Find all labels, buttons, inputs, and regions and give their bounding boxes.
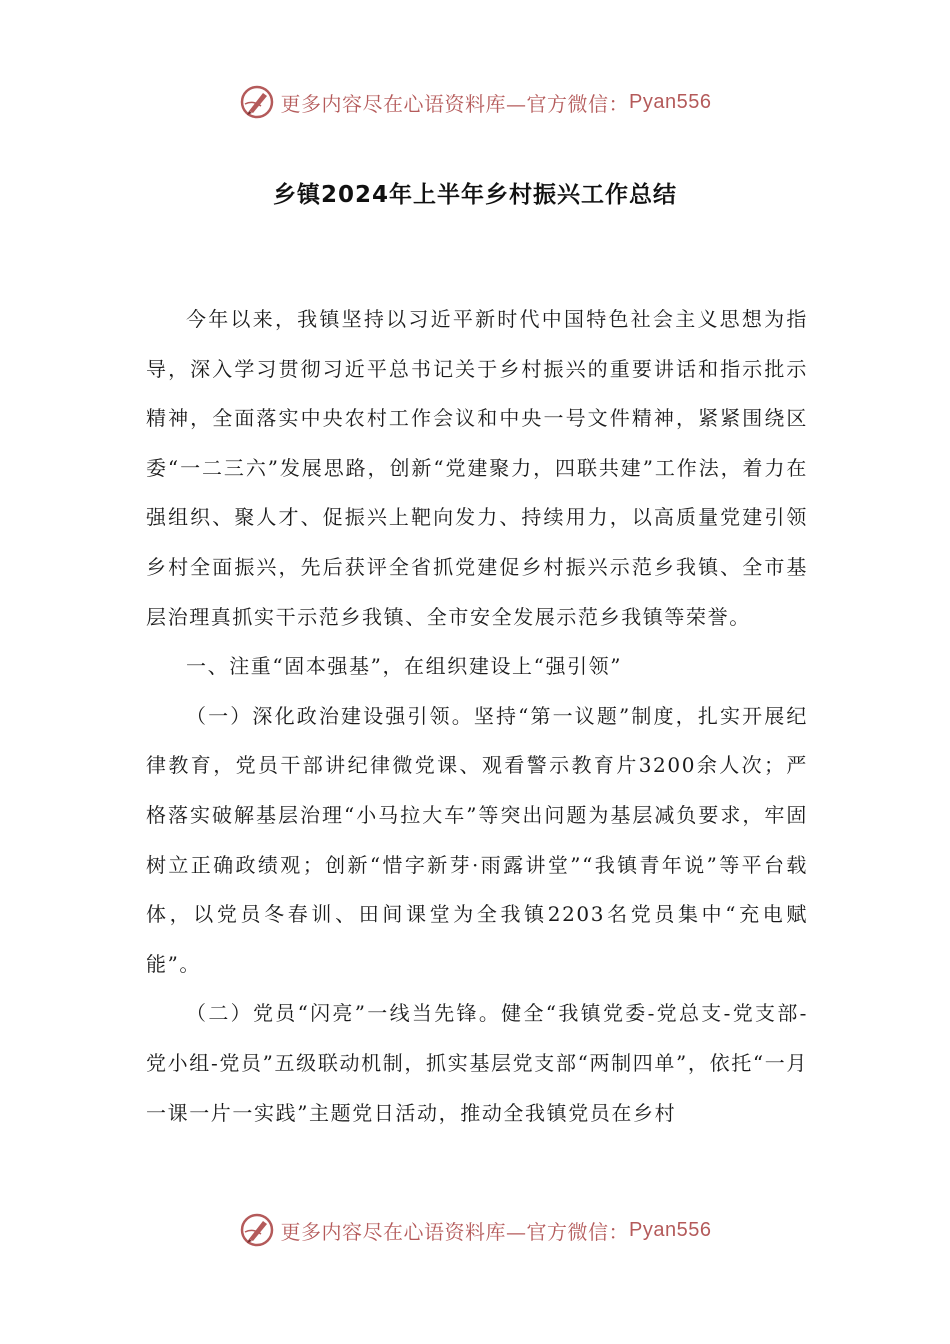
watermark-wechat-id: Pyan556 (629, 90, 712, 113)
watermark-footer (0, 1210, 950, 1250)
paragraph-1-1: （一）深化政治建设强引领。坚持“第一议题”制度，扎实开展纪律教育，党员干部讲纪律微党课、观看警示教育片3200余人次；严格落实破解基层治理“小马拉大车”等突出问题为基层减负要求，牢固树立正确政绩观；创新“惜字新芽·雨露讲堂”“我镇青年说”等平台载体，以党员冬春训、田间课堂为全我镇2203名党员集中“充电赋能”。 (146, 703, 808, 976)
watermark-text: 更多内容尽在心语资料库—官方微信： (280, 91, 630, 116)
document-body (146, 295, 808, 1138)
pen-logo-icon (239, 1212, 275, 1248)
paragraph-1-2: （二）党员“闪亮”一线当先锋。健全“我镇党委-党总支-党支部-党小组-党员”五级联动机制，抓实基层党支部“两制四单”，依托“一月一课一片一实践”主题党日活动，推动全我镇党员在乡村 (146, 1001, 808, 1125)
paragraph-intro: 今年以来，我镇坚持以习近平新时代中国特色社会主义思想为指导，深入学习贯彻习近平总书记关于乡村振兴的重要讲话和指示批示精神，全面落实中央农村工作会议和中央一号文件精神，紧紧围绕区委“一二三六”发展思路，创新“党建聚力，四联共建”工作法，着力在强组织、聚人才、促振兴上靶向发力、持续用力，以高质量党建引领乡村全面振兴，先后获评全省抓党建促乡村振兴示范乡我镇、全市基层治理真抓实干示范乡我镇、全市安全发展示范乡我镇等荣誉。 (146, 307, 808, 629)
pen-logo-icon (239, 84, 275, 120)
section-heading-1: 一、注重“固本强基”，在组织建设上“强引领” (186, 654, 623, 679)
document-title: 乡镇2024年上半年乡村振兴工作总结 (272, 182, 677, 208)
watermark-wechat-id: Pyan556 (629, 1218, 712, 1241)
watermark-header (0, 82, 950, 122)
watermark-text: 更多内容尽在心语资料库—官方微信： (280, 1219, 630, 1244)
